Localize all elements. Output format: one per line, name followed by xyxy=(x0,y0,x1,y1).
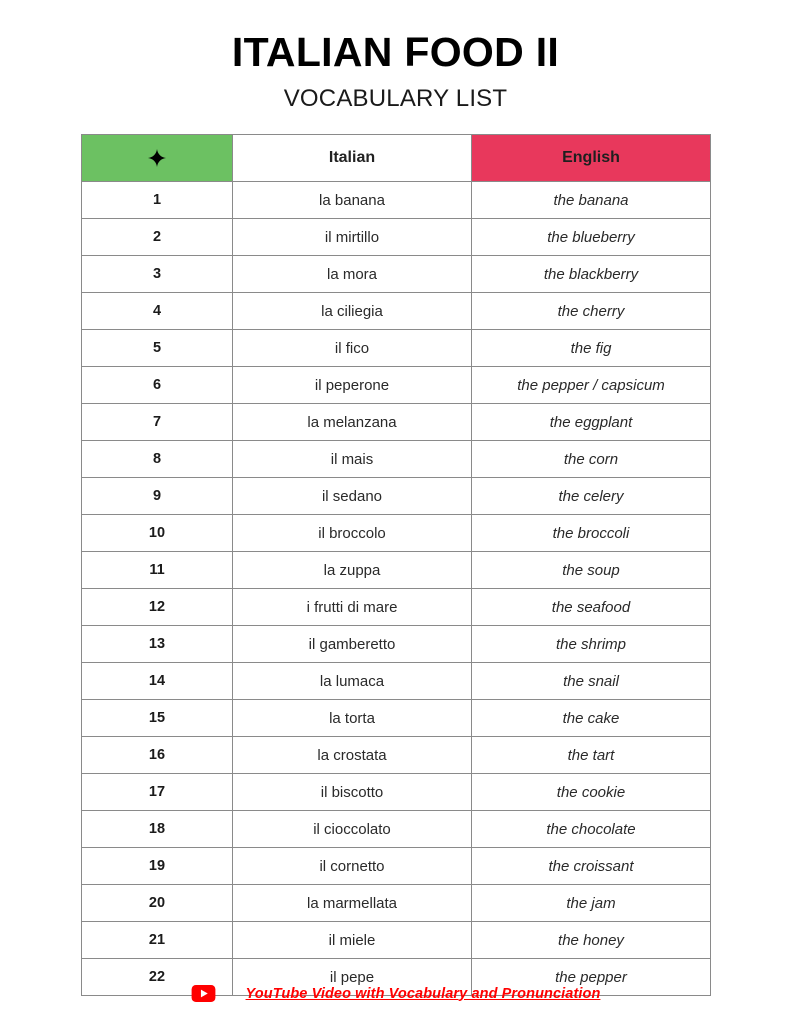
row-number: 9 xyxy=(82,478,233,515)
english-translation: the soup xyxy=(472,552,711,589)
english-translation: the eggplant xyxy=(472,404,711,441)
row-number: 13 xyxy=(82,626,233,663)
column-header-number xyxy=(82,135,233,182)
row-number: 18 xyxy=(82,811,233,848)
row-number: 21 xyxy=(82,922,233,959)
row-number: 16 xyxy=(82,737,233,774)
row-number: 8 xyxy=(82,441,233,478)
table-row xyxy=(82,330,711,367)
italian-term: la crostata xyxy=(233,737,472,774)
row-number: 4 xyxy=(82,293,233,330)
page-subtitle: VOCABULARY LIST xyxy=(283,85,508,113)
english-translation: the snail xyxy=(472,663,711,700)
row-number: 22 xyxy=(82,959,233,996)
english-translation: the chocolate xyxy=(472,811,711,848)
italian-term: i frutti di mare xyxy=(233,589,472,626)
italian-term: il mais xyxy=(233,441,472,478)
row-number: 20 xyxy=(82,885,233,922)
english-translation: the cookie xyxy=(472,774,711,811)
row-number: 17 xyxy=(82,774,233,811)
english-translation: the corn xyxy=(472,441,711,478)
row-number: 3 xyxy=(82,256,233,293)
italian-term: la banana xyxy=(233,182,472,219)
table-row xyxy=(82,404,711,441)
table-row xyxy=(82,441,711,478)
english-translation: the cherry xyxy=(472,293,711,330)
english-translation: the honey xyxy=(472,922,711,959)
row-number: 7 xyxy=(82,404,233,441)
row-number: 11 xyxy=(82,552,233,589)
row-number: 10 xyxy=(82,515,233,552)
table-row xyxy=(82,182,711,219)
italian-term: il gamberetto xyxy=(233,626,472,663)
row-number: 1 xyxy=(82,182,233,219)
footer xyxy=(0,985,791,1002)
youtube-video-link[interactable]: YouTube Video with Vocabulary and Pronunciation xyxy=(245,985,601,1002)
vocabulary-table xyxy=(81,134,711,996)
english-translation: the broccoli xyxy=(472,515,711,552)
table-row xyxy=(82,478,711,515)
english-translation: the pepper / capsicum xyxy=(472,367,711,404)
italian-term: la lumaca xyxy=(233,663,472,700)
vocabulary-table-container xyxy=(81,134,710,996)
table-row xyxy=(82,737,711,774)
column-header-english: English xyxy=(472,135,711,182)
page-title: ITALIAN FOOD II xyxy=(231,29,560,75)
italian-term: il broccolo xyxy=(233,515,472,552)
row-number: 19 xyxy=(82,848,233,885)
row-number: 6 xyxy=(82,367,233,404)
italian-term: la mora xyxy=(233,256,472,293)
english-translation: the shrimp xyxy=(472,626,711,663)
italian-term: il peperone xyxy=(233,367,472,404)
english-translation: the blackberry xyxy=(472,256,711,293)
italian-term: il sedano xyxy=(233,478,472,515)
table-row xyxy=(82,589,711,626)
table-body xyxy=(82,182,711,996)
row-number: 5 xyxy=(82,330,233,367)
english-translation: the fig xyxy=(472,330,711,367)
english-translation: the banana xyxy=(472,182,711,219)
english-translation: the celery xyxy=(472,478,711,515)
table-row xyxy=(82,922,711,959)
row-number: 14 xyxy=(82,663,233,700)
table-header-row xyxy=(82,135,711,182)
row-number: 2 xyxy=(82,219,233,256)
italian-term: il cornetto xyxy=(233,848,472,885)
english-translation: the croissant xyxy=(472,848,711,885)
italian-term: la torta xyxy=(233,700,472,737)
italian-term: il fico xyxy=(233,330,472,367)
italian-term: la marmellata xyxy=(233,885,472,922)
english-translation: the tart xyxy=(472,737,711,774)
english-translation: the blueberry xyxy=(472,219,711,256)
table-row xyxy=(82,552,711,589)
italian-term: il mirtillo xyxy=(233,219,472,256)
row-number: 15 xyxy=(82,700,233,737)
table-row xyxy=(82,515,711,552)
table-row xyxy=(82,367,711,404)
table-row xyxy=(82,293,711,330)
italian-term: il cioccolato xyxy=(233,811,472,848)
english-translation: the jam xyxy=(472,885,711,922)
table-row xyxy=(82,700,711,737)
table-row xyxy=(82,885,711,922)
table-row xyxy=(82,774,711,811)
table-row xyxy=(82,219,711,256)
italian-term: la melanzana xyxy=(233,404,472,441)
italian-term: il pepe xyxy=(233,959,472,996)
italian-term: la zuppa xyxy=(233,552,472,589)
column-header-italian: Italian xyxy=(233,135,472,182)
table-row xyxy=(82,811,711,848)
italian-term: il biscotto xyxy=(233,774,472,811)
table-row xyxy=(82,848,711,885)
table-header xyxy=(82,135,711,182)
table-row xyxy=(82,256,711,293)
youtube-icon xyxy=(191,985,216,1002)
english-translation: the pepper xyxy=(472,959,711,996)
table-row xyxy=(82,663,711,700)
italian-term: il miele xyxy=(233,922,472,959)
english-translation: the seafood xyxy=(472,589,711,626)
english-translation: the cake xyxy=(472,700,711,737)
table-row xyxy=(82,626,711,663)
italian-term: la ciliegia xyxy=(233,293,472,330)
row-number: 12 xyxy=(82,589,233,626)
sparkle-icon xyxy=(148,149,166,167)
